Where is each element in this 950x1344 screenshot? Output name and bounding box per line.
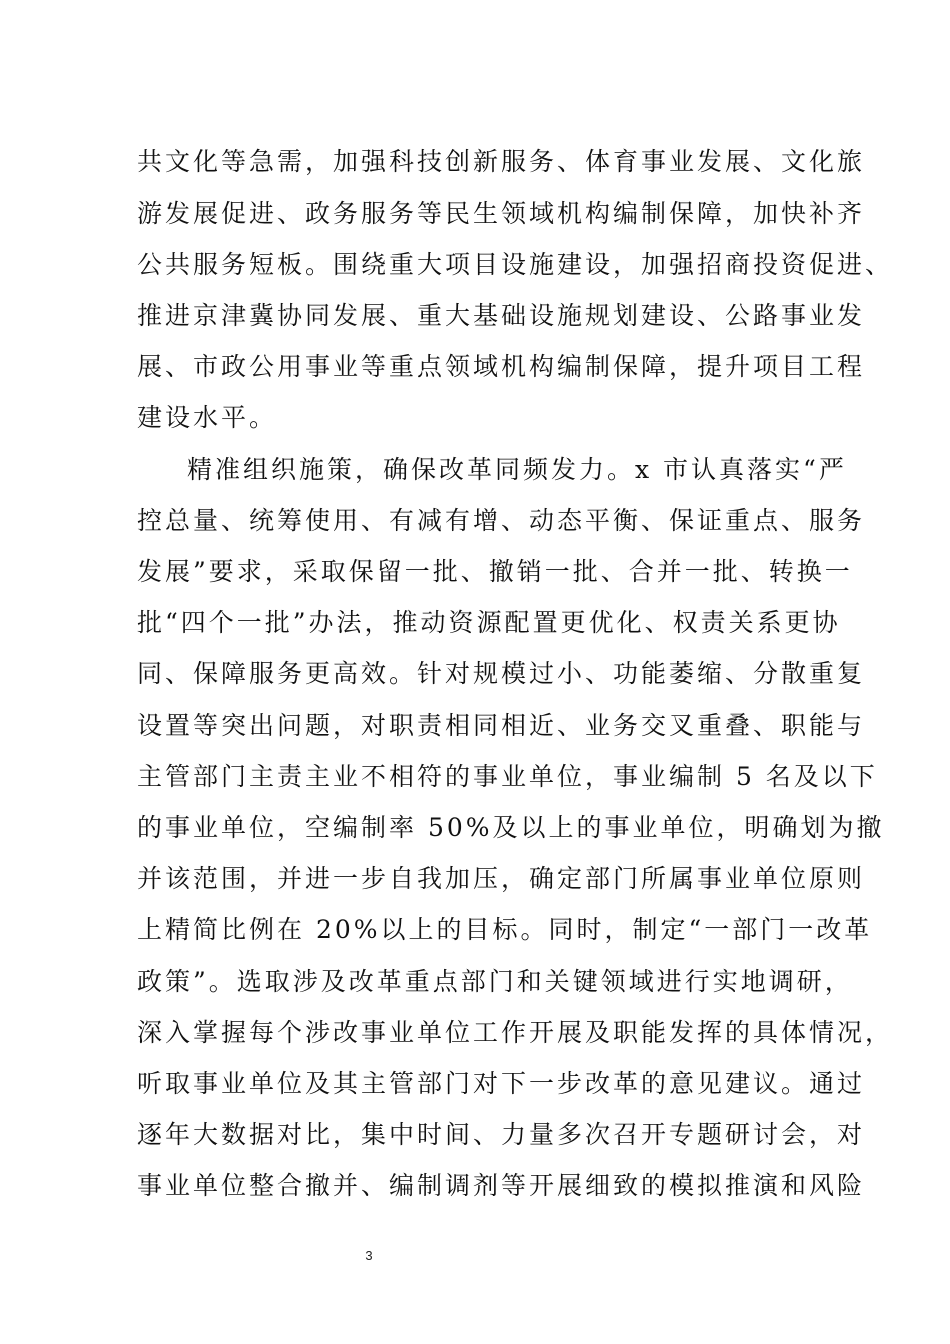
text-line: 控总量、统筹使用、有减有增、动态平衡、保证重点、服务 [137,506,866,535]
text-line: 共文化等急需，加强科技创新服务、体育事业发展、文化旅 [137,147,866,176]
text-line: 批“四个一批”办法，推动资源配置更优化、权责关系更协 [137,608,841,637]
text-line: 深入掌握每个涉改事业单位工作开展及职能发挥的具体情况， [137,1018,894,1047]
text-line: 的事业单位，空编制率 50%及以上的事业单位，明确划为撤 [137,813,885,842]
text-line: 听取事业单位及其主管部门对下一步改革的意见建议。通过 [137,1069,866,1098]
text-line: 建设水平。 [137,403,278,432]
text-line: 游发展促进、政务服务等民生领域机构编制保障，加快补齐 [137,199,866,228]
text-line: 发展”要求，采取保留一批、撤销一批、合并一批、转换一 [137,557,853,586]
text-line: 同、保障服务更高效。针对规模过小、功能萎缩、分散重复 [137,659,866,688]
text-line: 逐年大数据对比，集中时间、力量多次召开专题研讨会，对 [137,1120,866,1149]
text-line: 展、市政公用事业等重点领域机构编制保障，提升项目工程 [137,352,866,381]
text-line: 主管部门主责主业不相符的事业单位，事业编制 5 名及以下 [137,762,878,791]
text-line: 公共服务短板。围绕重大项目设施建设，加强招商投资促进、 [137,250,894,279]
paragraph-first-line: 精准组织施策，确保改革同频发力。x 市认真落实“严 [187,455,847,484]
text-line: 并该范围，并进一步自我加压，确定部门所属事业单位原则 [137,864,866,893]
text-line: 设置等突出问题，对职责相同相近、业务交叉重叠、职能与 [137,711,866,740]
text-line: 上精简比例在 20%以上的目标。同时，制定“一部门一改革 [137,915,873,944]
text-line: 事业单位整合撤并、编制调剂等开展细致的模拟推演和风险 [137,1171,866,1200]
text-line: 政策”。选取涉及改革重点部门和关键领域进行实地调研， [137,967,853,996]
text-line: 推进京津冀协同发展、重大基础设施规划建设、公路事业发 [137,301,866,330]
page-number: 3 [365,1248,373,1263]
